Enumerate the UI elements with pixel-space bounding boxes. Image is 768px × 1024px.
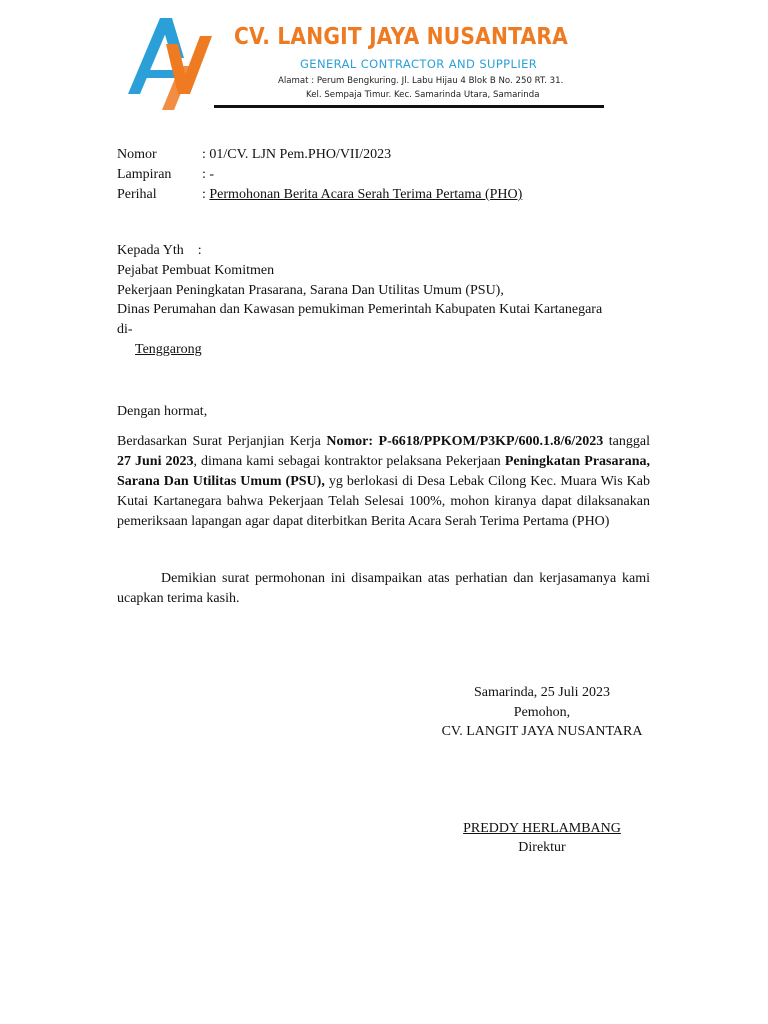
meta-lampiran [117,165,214,185]
recipient-line3: Dinas Perumahan dan Kawasan pemukiman Pemerintah Kabupaten Kutai Kartanegara [117,302,603,317]
signature-name: PREDDY HERLAMBANG [463,821,621,836]
recipient-line1: Pejabat Pembuat Komitmen [117,263,275,278]
company-address-line2: Kel. Sempaja Timur. Kec. Samarinda Utara, Samarinda [306,90,540,100]
lampiran-label: Lampiran [117,167,172,182]
body-paragraph-1 [117,432,650,532]
lampiran-value: : - [202,167,215,182]
recipient-line2: Pekerjaan Peningkatan Prasarana, Sarana Dan Utilitas Umum (PSU), [117,283,504,298]
company-address-line1: Alamat : Perum Bengkuring. Jl. Labu Hijau 4 Blok B No. 250 RT. 31. [278,76,564,86]
signature-place-date: Samarinda, 25 Juli 2023 [473,685,611,700]
body-paragraph-2: Demikian surat permohonan ini disampaikan atas perhatian dan kerjasamanya kami ucapkan terima kasih. [117,571,650,606]
p1-text-g: yg berlokasi di Desa Lebak Cilong Kec. Muara Wis Kab Kutai Kartanegara bahwa Pekerjaan Telah Selesai 100%, mohon kiranya dapat dilaksanakan pemeriksaan lapangan agar dapat diterbitkan Berita Acara Serah Terima Pertama (PHO) [117,474,650,529]
recipient-kepada: Kepada Yth : [117,243,202,258]
p1-text-e: , dimana kami sebagai kontraktor pelaksana Pekerjaan [193,454,505,469]
recipient-city: Tenggarong [135,342,202,357]
p1-contract-number: Nomor: P-6618/PPKOM/P3KP/600.1.8/6/2023 [326,434,604,449]
perihal-colon: : [202,187,210,202]
signature-role: Pemohon, [513,705,571,720]
p1-text-a: Berdasarkan Surat Perjanjian Kerja [117,434,327,449]
company-name: CV. LANGIT JAYA NUSANTARA [234,24,568,50]
company-logo-icon [122,14,214,114]
p1-contract-date: 27 Juni 2023 [117,454,194,469]
p1-text-c: tanggal [603,434,650,449]
signature-title: Direktur [518,840,566,855]
perihal-label: Perihal [117,187,157,202]
letterhead-divider [214,105,604,108]
nomor-label: Nomor [117,147,157,162]
meta-perihal [117,185,522,205]
nomor-value: : 01/CV. LJN Pem.PHO/VII/2023 [202,147,392,162]
signature-company: CV. LANGIT JAYA NUSANTARA [441,724,643,739]
perihal-value: Permohonan Berita Acara Serah Terima Pertama (PHO) [209,187,523,202]
p1-project-name: Peningkatan Prasarana, Sarana Dan Utilitas Umum (PSU), [117,454,650,489]
recipient-di: di- [117,322,133,337]
greeting: Dengan hormat, [117,404,208,419]
company-tagline: GENERAL CONTRACTOR AND SUPPLIER [300,57,538,71]
meta-nomor [117,145,391,165]
